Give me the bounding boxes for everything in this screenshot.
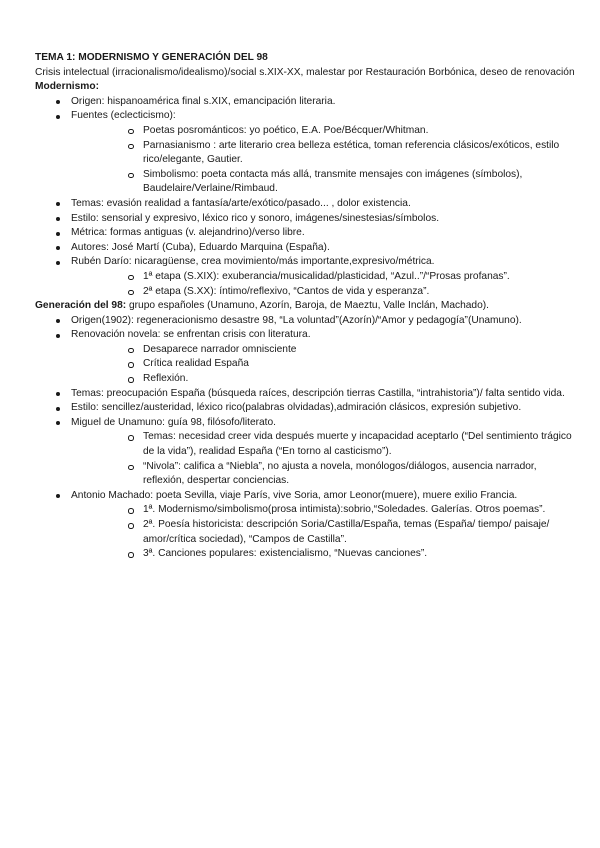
list-item-text: Autores: José Martí (Cuba), Eduardo Marquina (España). [71, 241, 330, 253]
list-item [35, 241, 575, 256]
document-title: TEMA 1: MODERNISMO Y GENERACIÓN DEL 98 [35, 52, 268, 63]
generacion98-list [35, 314, 575, 562]
list-item-text: Temas: evasión realidad a fantasía/arte/exótico/pasado... , dolor existencia. [71, 197, 411, 209]
list-item [35, 226, 575, 241]
sublist-item [71, 518, 575, 547]
intro-paragraph: Crisis intelectual (irracionalismo/idealismo)/social s.XIX-XX, malestar por Restauración Borbónica, deseo de renovación [35, 66, 575, 78]
sublist-item [71, 168, 575, 197]
sublist-item [71, 503, 575, 518]
modernismo-heading: Modernismo: [35, 81, 99, 93]
sublist-item [71, 139, 575, 168]
list-item [35, 489, 575, 562]
sublist [107, 270, 575, 299]
sublist-item [71, 357, 575, 372]
sublist-item [71, 372, 575, 387]
sublist [107, 343, 575, 387]
section-heading-generacion98 [35, 299, 575, 314]
sublist [107, 503, 575, 561]
generacion98-heading-rest: grupo españoles (Unamuno, Azorín, Baroja, de Maeztu, Valle Inclán, Machado). [126, 300, 489, 312]
sublist [107, 430, 575, 488]
generacion98-heading: Generación del 98: [35, 300, 127, 312]
list-item-text: Fuentes (eclecticismo): [71, 110, 176, 122]
list-item [35, 401, 575, 416]
sublist-item-text: Parnasianismo : arte literario crea belleza estética, toman referencia clásicos/exóticos, estilo rico/elegante, Gautier. [143, 139, 560, 166]
list-item-text: Origen(1902): regeneracionismo desastre 98, “La voluntad”(Azorín)/“Amor y pedagogía”(Unamuno). [71, 314, 522, 326]
sublist-item-text: Crítica realidad España [143, 358, 249, 370]
list-item [35, 416, 575, 489]
sublist-item-text: 1ª etapa (S.XIX): exuberancia/musicalidad/plasticidad, “Azul..”/“Prosas profanas”. [143, 270, 510, 282]
list-item-text: Temas: preocupación España (búsqueda raíces, descripción tierras Castilla, “intrahistoria”)/ falta sentido vida. [71, 387, 565, 399]
sublist-item-text: Poetas posrománticos: yo poético, E.A. Poe/Bécquer/Whitman. [143, 124, 429, 136]
list-item [35, 387, 575, 402]
list-item-text: Estilo: sencillez/austeridad, léxico rico(palabras olvidadas),admiración clásicos, expresión subjetivo. [71, 402, 522, 414]
list-item [35, 328, 575, 386]
list-item [35, 109, 575, 197]
list-item-text: Antonio Machado: poeta Sevilla, viaje París, vive Soria, amor Leonor(muere), muere exilio Francia. [71, 489, 518, 501]
sublist-item [71, 285, 575, 300]
sublist-item-text: 1ª. Modernismo/simbolismo(prosa intimista):sobrio,“Soledades. Galerías. Otros poemas”. [143, 504, 546, 516]
list-item [35, 212, 575, 227]
list-item [35, 197, 575, 212]
list-item [35, 95, 575, 110]
sublist-item [71, 430, 575, 459]
list-item-text: Renovación novela: se enfrentan crisis con literatura. [71, 329, 311, 341]
sublist-item-text: 3ª. Canciones populares: existencialismo, “Nuevas canciones”. [143, 548, 428, 560]
sublist [107, 124, 575, 197]
sublist-item-text: Simbolismo: poeta contacta más allá, transmite mensajes con imágenes (símbolos), Baudelaire/Verlaine/Rimbaud. [143, 168, 523, 195]
sublist-item [71, 270, 575, 285]
sublist-item-text: 2ª etapa (S.XX): íntimo/reflexivo, “Cantos de vida y esperanza”. [143, 285, 430, 297]
sublist-item [71, 124, 575, 139]
list-item-text: Rubén Darío: nicaragüense, crea movimiento/más importante,expresivo/métrica. [71, 256, 435, 268]
sublist-item-text: Temas: necesidad creer vida después muerte y incapacidad aceptarlo (“Del sentimiento trágico de la vida”), realidad España (“En torno al casticismo”). [143, 431, 572, 458]
sublist-item-text: “Nivola”: califica a “Niebla”, no ajusta a novela, monólogos/diálogos, ausencia narrador, reflexión, despertar conciencias. [143, 460, 537, 487]
list-item-text: Origen: hispanoamérica final s.XIX, emancipación literaria. [71, 95, 336, 107]
document-page [35, 51, 575, 562]
list-item [35, 314, 575, 329]
sublist-item-text: 2ª. Poesía historicista: descripción Soria/Castilla/España, temas (España/ tiempo/ paisaje/ amor/crítica sociedad), “Campos de Castilla”. [143, 519, 550, 545]
list-item-text: Miguel de Unamuno: guía 98, filósofo/literato. [71, 416, 277, 428]
list-item [35, 255, 575, 299]
sublist-item-text: Desaparece narrador omnisciente [143, 343, 297, 355]
list-item-text: Estilo: sensorial y expresivo, léxico rico y sonoro, imágenes/sinestesias/símbolos. [71, 212, 440, 224]
sublist-item [71, 460, 575, 489]
sublist-item [71, 343, 575, 358]
sublist-item-text: Reflexión. [143, 373, 189, 385]
modernismo-list [35, 95, 575, 299]
sublist-item [71, 547, 575, 562]
list-item-text: Métrica: formas antiguas (v. alejandrino)/verso libre. [71, 227, 305, 239]
section-heading-modernismo [35, 80, 575, 95]
